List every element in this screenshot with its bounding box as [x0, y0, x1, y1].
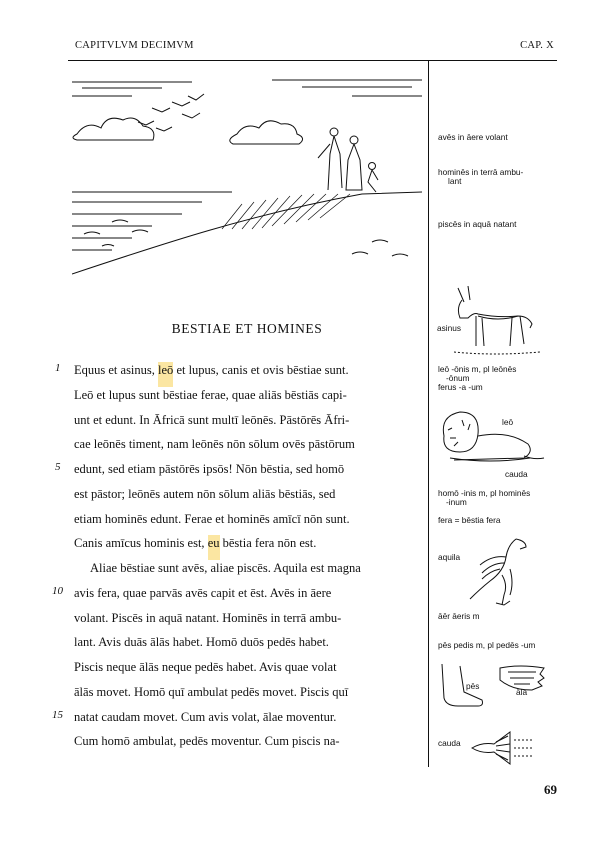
margin-note-aer: āēr āeris m — [438, 611, 480, 621]
text-line: est pāstor; leōnēs autem nōn sōlum aliās bēstiās, sed — [74, 486, 336, 501]
foot-wing-illustration — [438, 662, 548, 712]
margin-label-leo: leō — [502, 417, 514, 427]
running-header-right: CAP. X — [520, 40, 554, 51]
text-line: Leō et lupus sunt bēstiae ferae, quae aliās bēstiās capi- — [74, 387, 347, 402]
margin-label-cauda-1: cauda — [505, 469, 528, 479]
margin-note-ferus: ferus -a -um — [438, 382, 483, 392]
scene-illustration — [72, 74, 422, 284]
text-line: natat caudam movet. Cum avis volat, ālae moventur. — [74, 709, 337, 724]
text-line: Cum homō ambulat, pedēs moventur. Cum piscis na- — [74, 734, 340, 749]
margin-note-aves: avēs in āere volant — [438, 132, 508, 142]
text-line: Canis amīcus hominis est, eu bēstia fera nōn est. — [74, 535, 422, 560]
margin-note-homo-cont: -inum — [446, 497, 467, 507]
highlighted-word: eu — [208, 535, 220, 560]
text-line: lant. Avis duās ālās habet. Homō duōs pedēs habet. — [74, 635, 329, 650]
fish-tail-illustration — [470, 730, 536, 766]
text-line: ālās movet. Homō quī ambulat pedēs movet. Piscis quī — [74, 684, 349, 699]
page-number: 69 — [544, 782, 557, 797]
highlighted-word: leō — [158, 362, 173, 387]
chapter-title: BESTIAE ET HOMINES — [171, 321, 323, 336]
margin-label-asinus: asinus — [437, 323, 461, 333]
line-number: 15 — [52, 709, 63, 721]
margin-note-leo: leō -ōnis m, pl leōnēs — [438, 364, 517, 374]
running-header-left: CAPITVLVM DECIMVM — [75, 40, 194, 51]
margin-label-pes: pēs — [466, 681, 480, 691]
margin-note-fera: fera = bēstia fera — [438, 515, 501, 525]
body-text — [74, 362, 422, 758]
header-rule — [68, 60, 557, 61]
text-line: cae leōnēs timent, nam leōnēs nōn sōlum ovēs pāstōrum — [74, 437, 355, 452]
margin-rule — [428, 61, 429, 767]
line-number: 5 — [55, 461, 61, 473]
text-line: avis fera, quae parvās avēs capit et ēst. Avēs in āere — [74, 585, 332, 600]
margin-note-pes: pēs pedis m, pl pedēs -um — [438, 640, 536, 650]
margin-label-cauda-2: cauda — [438, 738, 461, 748]
line-number: 1 — [55, 362, 61, 374]
text-line: Piscis neque ālās neque pedēs habet. Avis quae volat — [74, 660, 337, 674]
margin-note-leo-cont: -ōnum — [446, 373, 470, 383]
margin-label-ala: āla — [516, 687, 528, 697]
text-line: Aliae bēstiae sunt avēs, aliae piscēs. Aquila est magna — [90, 561, 361, 575]
margin-label-aquila: aquila — [438, 552, 461, 562]
eagle-illustration — [466, 535, 530, 607]
margin-note-homines: hominēs in terrā ambu- — [438, 167, 524, 177]
line-number: 10 — [52, 585, 63, 597]
text-line: edunt, sed etiam pāstōrēs ipsōs! Nōn bēstia, sed homō — [74, 462, 345, 476]
text-line: etiam hominēs edunt. Ferae et hominēs amīcī nōn sunt. — [74, 511, 350, 526]
text-line: volant. Piscēs in aquā natant. Hominēs in terrā ambu- — [74, 610, 342, 625]
margin-note-pisces: piscēs in aquā natant — [438, 219, 517, 229]
lion-illustration — [440, 406, 548, 478]
margin-note-homines-cont: lant — [448, 176, 462, 186]
text-line: Equus et asinus, leō et lupus, canis et ovis bēstiae sunt. — [74, 362, 422, 387]
margin-note-homo: homō -inis m, pl hominēs — [438, 488, 531, 498]
donkey-illustration — [454, 286, 540, 356]
text-line: unt et edunt. In Āfricā sunt multī leōnēs. Pāstōrēs Āfri- — [74, 412, 350, 427]
